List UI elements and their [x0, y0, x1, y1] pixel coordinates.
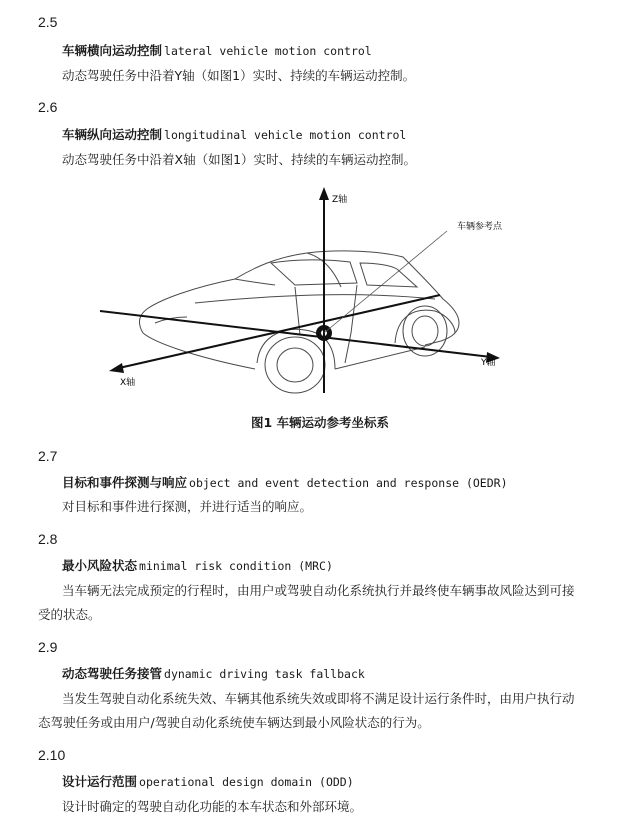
term-en: dynamic driving task fallback [164, 667, 365, 681]
section-number: 2.9 [38, 639, 58, 655]
term-zh: 车辆纵向运动控制 [62, 127, 163, 142]
term-en: minimal risk condition (MRC) [139, 559, 333, 573]
term-definition-continued: 态驾驶任务或由用户/驾驶自动化系统使车辆达到最小风险状态的行为。 [38, 715, 430, 730]
term-definition: 当发生驾驶自动化系统失效、车辆其他系统失效或即将不满足设计运行条件时，由用户执行动 [62, 691, 575, 706]
term-title [62, 664, 365, 682]
x-axis-arrow [109, 363, 124, 373]
reference-leader-line [324, 231, 447, 333]
term-title [62, 556, 333, 574]
z-axis-arrow [319, 187, 329, 200]
y-axis-line [100, 311, 491, 357]
term-definition: 当车辆无法完成预定的行程时，由用户或驾驶自动化系统执行并最终使车辆事故风险达到可接 [62, 583, 575, 598]
term-zh: 最小风险状态 [62, 558, 138, 573]
z-axis-label: Z轴 [332, 195, 348, 205]
term-en: operational design domain (ODD) [139, 775, 354, 789]
x-axis-label: X轴 [120, 378, 136, 388]
section-number: 2.6 [38, 99, 58, 115]
term-title [62, 125, 406, 143]
term-en: object and event detection and response (OEDR) [189, 476, 508, 490]
figure-caption: 图1 车辆运动参考坐标系 [250, 415, 390, 430]
term-zh: 目标和事件探测与响应 [62, 475, 188, 490]
term-title [62, 473, 508, 491]
reference-point-label: 车辆参考点 [457, 222, 503, 232]
section-number: 2.8 [38, 531, 58, 547]
term-title [62, 772, 354, 790]
term-en: longitudinal vehicle motion control [164, 128, 407, 142]
term-definition: 动态驾驶任务中沿着Y轴（如图1）实时、持续的车辆运动控制。 [62, 68, 416, 83]
term-en: lateral vehicle motion control [164, 44, 372, 58]
term-definition: 动态驾驶任务中沿着X轴（如图1）实时、持续的车辆运动控制。 [62, 152, 417, 167]
section-number: 2.10 [38, 747, 66, 763]
term-title [62, 41, 372, 59]
vehicle-coordinate-figure [95, 183, 515, 398]
y-axis-label: Y轴 [481, 358, 496, 368]
term-zh: 动态驾驶任务接管 [62, 666, 163, 681]
term-definition-continued: 受的状态。 [38, 607, 101, 622]
term-definition: 设计时确定的驾驶自动化功能的本车状态和外部环境。 [62, 799, 363, 814]
term-definition: 对目标和事件进行探测，并进行适当的响应。 [62, 499, 313, 514]
section-number: 2.5 [38, 14, 58, 30]
term-zh: 设计运行范围 [62, 774, 138, 789]
section-number: 2.7 [38, 448, 58, 464]
term-zh: 车辆横向运动控制 [62, 43, 163, 58]
